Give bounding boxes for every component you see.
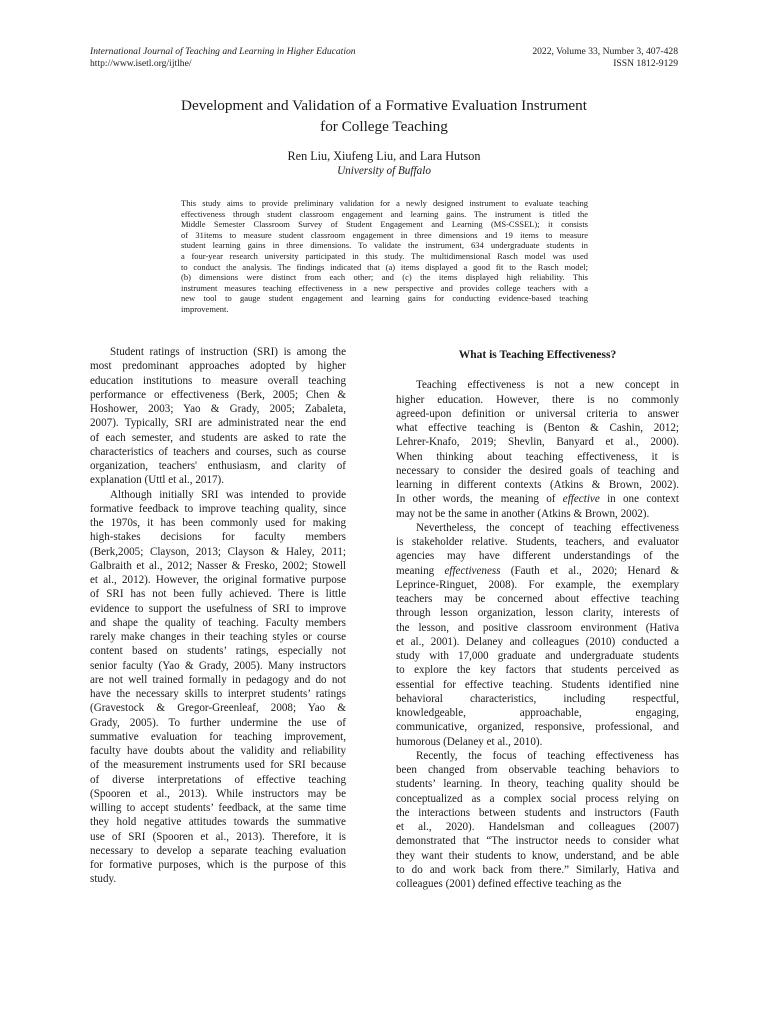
text-line: higher education. However, there is no commonly [396, 393, 679, 406]
paragraph [396, 521, 679, 749]
text-line: study with 17,000 graduate and undergraduate students [396, 650, 679, 662]
text-line: been changed from observable teaching behaviors to [396, 764, 679, 776]
abstract-line: to conduct the analysis. The findings indicated that (a) items displayed a good fit to the Rasch model; [181, 261, 588, 272]
abstract-line: Middle Semester Classroom Survey of Student Engagement and Learning (MS-CSSEL); it consists [181, 219, 588, 230]
abstract-line: new tool to gauge student engagement and learning gains for conducting evidence-based teaching [181, 293, 588, 304]
paper-title-line: for College Teaching [320, 118, 448, 135]
text-line: Grady, 2005). To further undermine the use of [90, 716, 346, 729]
paragraph [90, 345, 346, 488]
text-line: what effective teaching is (Benton & Cashin, 2012; [396, 422, 679, 434]
text-line: are not well trained formally in pedagogy and do not [90, 673, 346, 686]
text-line: Recently, the focus of teaching effectiveness has [416, 749, 679, 762]
text-line [396, 564, 679, 578]
title-block [90, 95, 678, 178]
text-line: Although initially SRI was intended to provide [110, 488, 346, 501]
text-line: demonstrated that “The instructor needs to consider what [396, 835, 679, 848]
text-line: communicative, organized, responsive, professional, and [396, 721, 679, 734]
text-line: evidence to support the usefulness of SRI to improve [90, 602, 346, 615]
text-line: et al., 2012). However, the original formative purpose [90, 574, 346, 586]
abstract-line: instrument measures teaching effectiveness in a new perspective and provides college teachers with a [181, 282, 588, 293]
text-line: senior faculty (Yao & Grady, 2005). Many instructors [90, 659, 346, 672]
text-line: summative evaluation for teaching improvement, [90, 730, 346, 743]
text-line: high-stakes decisions for faculty members [90, 531, 346, 544]
journal-name: International Journal of Teaching and Learning in Higher Education [90, 46, 356, 57]
text-line: is stakeholder relative. Students, teachers, and evaluator [396, 536, 679, 548]
text-line [396, 492, 679, 506]
text-line: 2007). Typically, SRI are administrated near the end [90, 417, 346, 430]
text-line: to do and work back from there.” Similarly, Hativa and [396, 863, 679, 876]
text-line: Student ratings of instruction (SRI) is among the [110, 346, 346, 358]
paragraph [396, 749, 679, 892]
text-line: students’ learning. In theory, teaching quality should be [396, 778, 679, 791]
text-line: conceptualized as a complex social process relying on [396, 792, 679, 805]
abstract-line: of 31items to measure student classroom engagement in three dimensions and 19 items to measure [181, 229, 588, 240]
text-line: Teaching effectiveness is not a new concept in [416, 379, 679, 392]
text-line: most predominant approaches adopted by higher [90, 360, 346, 373]
text-line: et al., 2020). Handelsman and colleagues (2007) [396, 821, 679, 833]
text-line: the interactions between students and instructors (Fauth [396, 806, 679, 819]
authors: Ren Liu, Xiufeng Liu, and Lara Hutson [287, 149, 481, 163]
text-line: faculty have doubts about the validity and reliability [90, 745, 346, 757]
text-line: (Gravestock & Gregor-Greenleaf, 2008; Yao & [90, 702, 346, 715]
text-line: (Spooren et al., 2013). While instructors may be [90, 787, 346, 800]
running-header-left [90, 46, 356, 71]
abstract-line: This study aims to provide preliminary validation for a newly designed instrument to evaluate teaching [181, 198, 588, 208]
text-line: Lehrer-Knafo, 2019; Shevlin, Banyard et al., 2000). [396, 436, 679, 449]
text-line: formative feedback to improve teaching quality, since [90, 502, 346, 515]
text-line: characteristics of teachers and courses, such as course [90, 445, 346, 458]
text-line: they want their students to know, understand, and be able [396, 849, 679, 862]
text-line: of SRI has not been fully achieved. There is little [90, 588, 346, 601]
text-line: they hold negative attitudes towards the summative [90, 816, 346, 829]
text-line: of each semester, and students are asked to rate the [90, 431, 346, 444]
affiliation: University of Buffalo [337, 165, 431, 177]
abstract-line: student learning gains in three dimensions. To validate the instrument, 634 undergraduate students in [181, 240, 588, 251]
text-run: In other words, the meaning of [396, 493, 556, 506]
text-line: to explore the key factors that students perceived as [396, 664, 679, 677]
text-line: rarely make changes in their teaching styles or course [90, 631, 346, 643]
text-line: knowledgeable, approachable, engaging, [396, 707, 679, 719]
body-column-right [396, 345, 679, 891]
text-line: organization, teachers' enthusiasm, and clarity of [90, 460, 346, 472]
text-line: When thinking about teaching effectiveness, it is [396, 450, 679, 463]
text-line: the 1970s, it has been commonly used for making [90, 517, 346, 529]
paper-title [90, 95, 678, 137]
text-line: may not be the same in another (Atkins & Brown, 2002). [396, 507, 650, 520]
text-line: Galbraith et al., 2012; Nasser & Fresko, 2002; Stowell [90, 559, 346, 572]
italic-term: effective [562, 493, 600, 506]
text-line: Leprince-Ringuet, 2008). For example, the exemplary [396, 578, 679, 591]
abstract-line: a four-year research university participated in this study. The multidimensional Rasch model was used [181, 250, 588, 261]
text-line: colleagues (2001) defined effective teaching as the [396, 878, 622, 890]
volume-info: 2022, Volume 33, Number 3, 407-428 [532, 46, 678, 57]
text-line: explanation (Uttl et al., 2017). [90, 474, 225, 487]
text-line: education institutions to measure overall teaching [90, 374, 346, 387]
text-line: agreed-upon definition or universal criteria to answer [396, 407, 679, 420]
paper-title-line: Development and Validation of a Formative Evaluation Instrument [181, 97, 587, 114]
text-line: necessary to develop a separate teaching evaluation [90, 844, 346, 857]
text-line: agencies may have different understandings of the [396, 550, 679, 563]
text-line: learning in different contexts (Atkins & Brown, 2002). [396, 479, 679, 491]
text-line: necessary to consider the desired goals of teaching and [396, 464, 679, 477]
text-line: Nevertheless, the concept of teaching effectiveness [416, 521, 679, 534]
section-heading: What is Teaching Effectiveness? [458, 349, 617, 361]
running-header-right [532, 46, 678, 71]
text-line: essential for effective teaching. Students identified nine [396, 678, 679, 691]
paragraph [396, 378, 679, 521]
text-line: humorous (Delaney et al., 2010). [396, 735, 543, 748]
italic-term: effectiveness [444, 564, 501, 577]
text-line: (Berk,2005; Clayson, 2013; Clayson & Haley, 2011; [90, 545, 346, 558]
abstract-line: improvement. [181, 303, 229, 314]
abstract [181, 198, 588, 315]
journal-url: http://www.isetl.org/ijtlhe/ [90, 58, 192, 70]
text-line: content based on students’ ratings, especially not [90, 645, 346, 658]
text-line: for formative purposes, which is the purpose of this [90, 859, 346, 871]
body-column-left [90, 345, 346, 887]
text-line: through lesson organization, lesson clarity, interests of [396, 607, 679, 620]
text-line: performance or effectiveness (Berk, 2005; Chen & [90, 388, 346, 401]
text-line: willing to accept students’ feedback, at the same time [90, 802, 346, 814]
text-line: and shape the quality of teaching. Faculty members [90, 616, 346, 629]
text-run: (Fauth et al., 2020; Henard & [510, 564, 680, 577]
text-line: study. [90, 873, 117, 886]
text-line: have the necessary skills to interpret students’ ratings [90, 688, 346, 700]
text-run: meaning [396, 564, 435, 577]
text-line: the lesson, and positive classroom environment (Hativa [396, 621, 679, 634]
abstract-line: (b) dimensions were distinct from each other; and (c) the items displayed high reliability. This [181, 272, 588, 283]
paragraph [90, 488, 346, 887]
text-line: use of SRI (Spooren et al., 2013). Therefore, it is [90, 830, 346, 843]
abstract-line: effectiveness through student classroom engagement and learning gains. The instrument is titled the [181, 208, 588, 219]
text-line: of diverse interpretations of effective teaching [90, 773, 346, 786]
text-line: of the measurement instruments used for SRI because [90, 759, 346, 772]
text-line: behavioral characteristics, including respectful, [396, 692, 679, 705]
text-line: teachers may be concerned about effective teaching [396, 593, 679, 605]
text-line: Hoshower, 2003; Yao & Grady, 2005; Zabaleta, [90, 403, 346, 415]
text-line: et al., 2001). Delaney and colleagues (2010) conducted a [396, 635, 679, 648]
issn: ISSN 1812-9129 [613, 58, 678, 70]
text-run: in one context [607, 493, 679, 506]
